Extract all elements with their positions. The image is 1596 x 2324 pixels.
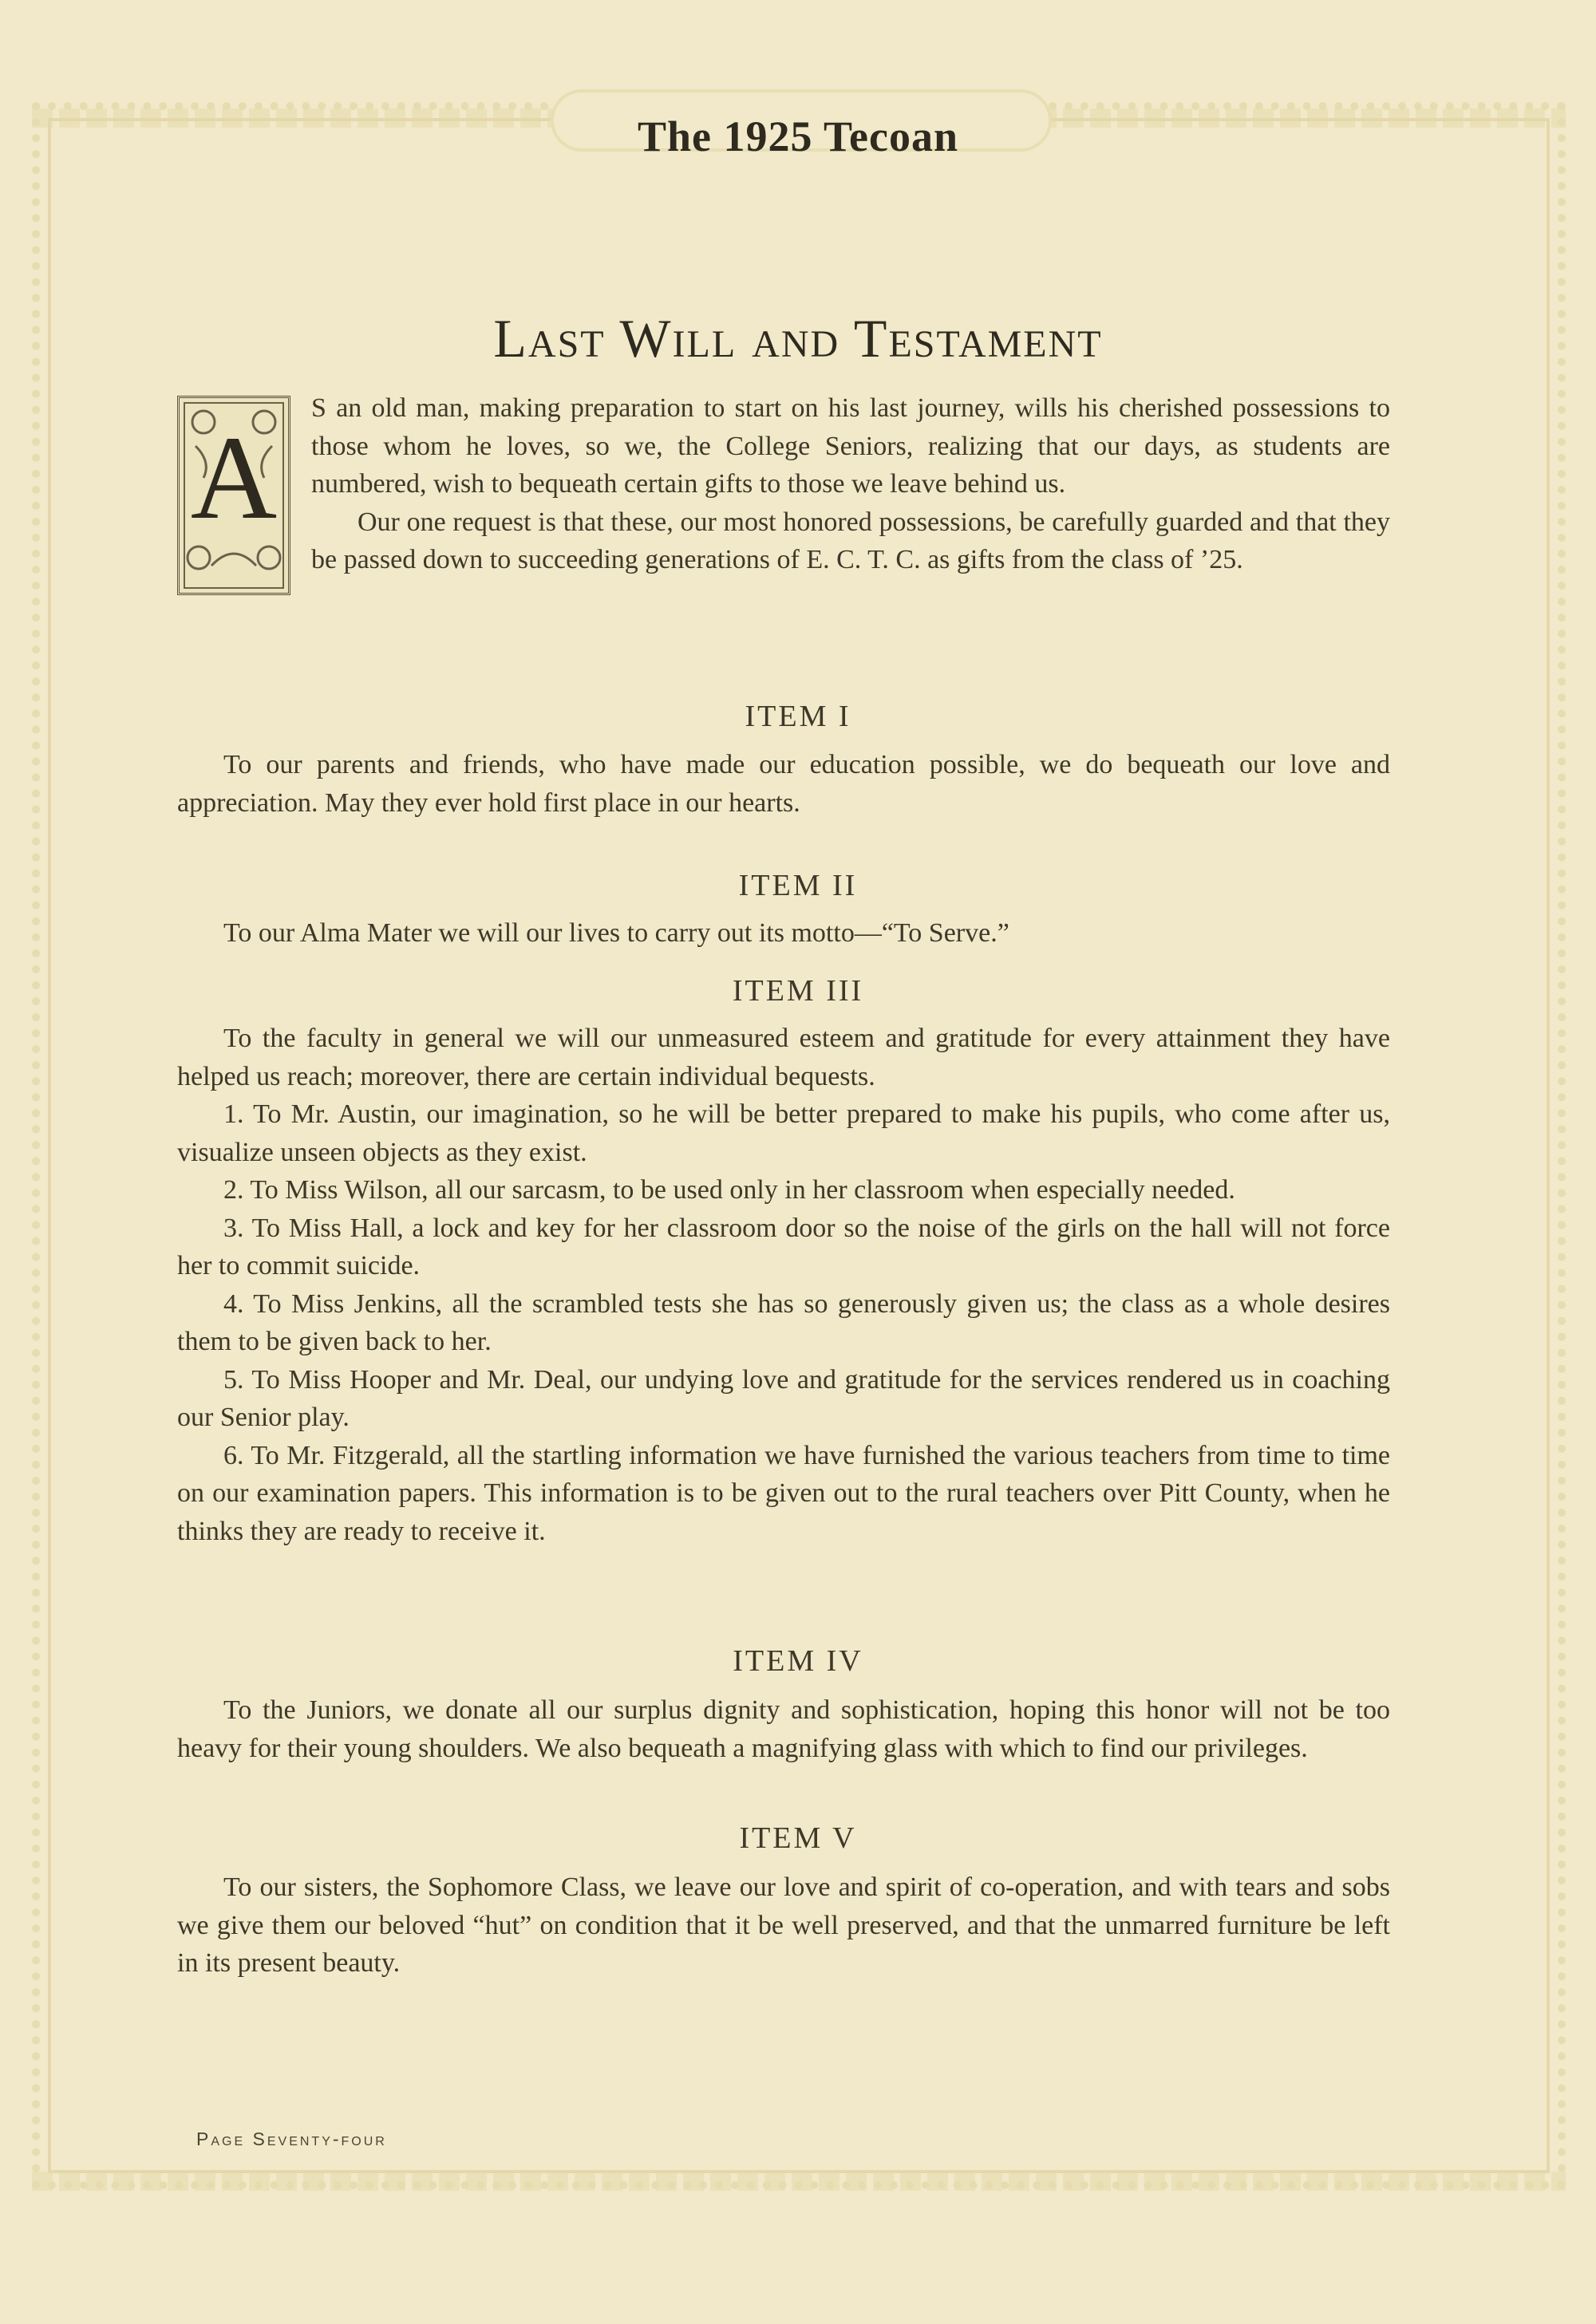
item-heading-2: ITEM II bbox=[738, 869, 858, 902]
intro-section bbox=[177, 389, 1390, 600]
dropcap-letter-icon bbox=[180, 398, 288, 593]
item-paragraph: 3. To Miss Hall, a lock and key for her classroom door so the noise of the girls on the hall will not force her to commit suicide. bbox=[177, 1213, 1390, 1280]
item-1-body bbox=[177, 746, 1390, 822]
item-heading-1: ITEM I bbox=[745, 700, 851, 733]
item-paragraph: To our sisters, the Sophomore Class, we leave our love and spirit of co-operation, and with tears and sobs we give them our beloved “hut” on condition that it be well preserved, and that the unmarred furniture be left in its present beauty. bbox=[177, 1872, 1390, 1978]
item-2-body bbox=[177, 914, 1390, 953]
dropcap-ornament bbox=[177, 396, 290, 595]
item-paragraph: To the faculty in general we will our unmeasured esteem and gratitude for every attainment they have helped us reach; moreover, there are certain individual bequests. bbox=[177, 1024, 1390, 1091]
item-heading-4: ITEM IV bbox=[733, 1644, 863, 1678]
page-title: Last Will and Testament bbox=[493, 308, 1103, 369]
svg-text:A: A bbox=[190, 412, 278, 544]
page-footer: Page Seventy-four bbox=[196, 2129, 387, 2149]
item-4-body bbox=[177, 1691, 1390, 1767]
item-heading-3: ITEM III bbox=[732, 974, 864, 1008]
item-paragraph: 1. To Mr. Austin, our imagination, so he will be better prepared to make his pupils, who come after us, visualize unseen objects as they exist. bbox=[177, 1099, 1390, 1167]
item-paragraph: 6. To Mr. Fitzgerald, all the startling information we have furnished the various teachers from time to time on our examination papers. This information is to be given out to the rural teachers over Pitt County, when he thinks they are ready to receive it. bbox=[177, 1440, 1390, 1546]
item-paragraph: 5. To Miss Hooper and Mr. Deal, our undying love and gratitude for the services rendered us in coaching our Senior play. bbox=[177, 1364, 1390, 1432]
item-paragraph: To our parents and friends, who have made our education possible, we do bequeath our love and appreciation. May they ever hold first place in our hearts. bbox=[177, 750, 1390, 818]
intro-paragraph-2: Our one request is that these, our most honored possessions, be carefully guarded and that they be passed down to succeeding generations of E. C. T. C. as gifts from the class of ’25. bbox=[311, 507, 1390, 574]
item-heading-5: ITEM V bbox=[739, 1821, 857, 1855]
item-paragraph: To the Juniors, we donate all our surplus dignity and sophistication, hoping this honor will not be too heavy for their young shoulders. We also bequeath a magnifying glass with which to find our privileges. bbox=[177, 1695, 1390, 1763]
running-head: The 1925 Tecoan bbox=[637, 112, 959, 160]
item-paragraph: To our Alma Mater we will our lives to carry out its motto—“To Serve.” bbox=[223, 918, 1009, 948]
item-paragraph: 2. To Miss Wilson, all our sarcasm, to be used only in her classroom when especially needed. bbox=[223, 1175, 1235, 1205]
item-paragraph: 4. To Miss Jenkins, all the scrambled tests she has so generously given us; the class as a whole desires them to be given back to her. bbox=[177, 1288, 1390, 1356]
intro-paragraph-1: S an old man, making preparation to start on his last journey, wills his cherished possessions to those whom he loves, so we, the College Seniors, realizing that our days, as students are numbered, wish to bequeath certain gifts to those we leave behind us. bbox=[311, 393, 1390, 499]
item-5-body bbox=[177, 1868, 1390, 1983]
item-3-body bbox=[177, 1020, 1390, 1550]
